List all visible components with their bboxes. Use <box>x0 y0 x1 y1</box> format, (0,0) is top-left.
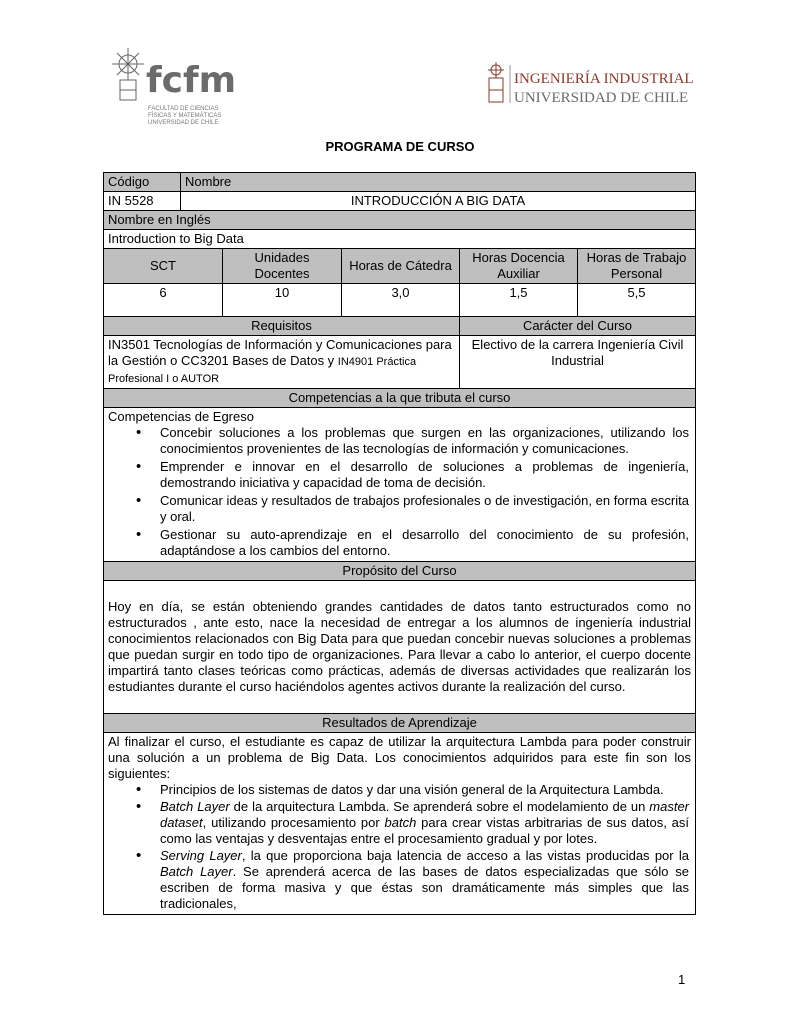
competencias-row <box>104 408 695 562</box>
list-item <box>160 848 691 912</box>
hours-value-cell: 3,0 <box>342 284 460 316</box>
hours-header-row <box>104 249 695 284</box>
course-name: INTRODUCCIÓN A BIG DATA <box>350 193 526 208</box>
competencias-label: Competencias a la que tributa el curso <box>288 390 511 405</box>
requisitos-main: IN3501 Tecnologías de Información y Comunicaciones para la Gestión o CC3201 Bases de Datos y <box>108 337 452 368</box>
hours-value-cell: 10 <box>223 284 342 316</box>
english-name-row <box>104 230 695 249</box>
list-text: , la que proporciona baja latencia de acceso a las vistas producidas por la <box>241 848 689 863</box>
logo-caption-line: UNIVERSIDAD DE CHILE <box>148 120 219 126</box>
competencias-content <box>104 408 695 561</box>
caracter-label: Carácter del Curso <box>522 318 633 333</box>
english-name-header-row <box>104 211 695 230</box>
english-name: Introduction to Big Data <box>108 231 244 246</box>
hours-value-cell: 5,5 <box>627 285 646 300</box>
resultados-row <box>104 733 695 914</box>
list-text: de la arquitectura Lambda. Se aprenderá sobre el modelamiento de un <box>229 799 650 814</box>
hours-header-cell: Unidades Docentes <box>223 249 342 283</box>
resultados-list <box>108 782 691 912</box>
requisitos-label: Requisitos <box>104 317 460 335</box>
code-name-row <box>104 192 695 211</box>
proposito-row <box>104 581 695 714</box>
proposito-label: Propósito del Curso <box>342 563 457 578</box>
logo-caption-line: FÍSICAS Y MATEMÁTICAS <box>148 113 222 119</box>
emphasis: Batch Layer <box>160 799 230 814</box>
hours-header-cell: Horas de Cátedra <box>342 249 460 283</box>
requisitos-small: IN4901 Práctica Profesional I o AUTOR <box>108 356 417 385</box>
course-table <box>103 172 696 915</box>
codigo-label: Código <box>104 173 181 191</box>
university-crest-icon <box>488 62 504 102</box>
list-item: • Concebir soluciones a los problemas que surgen en las organizaciones, utilizando los conocimientos provenientes de las tecnologías de información y comunicaciones. <box>160 425 691 457</box>
fcfm-logo-text: fcfm <box>146 60 235 101</box>
logo-line-1: INGENIERÍA INDUSTRIAL <box>514 71 694 87</box>
list-item <box>160 799 691 847</box>
competencias-header-row <box>104 389 695 408</box>
ingenieria-industrial-logo <box>486 62 696 106</box>
list-text: , utilizando procesamiento por <box>202 815 385 830</box>
emphasis: Batch Layer <box>160 864 233 879</box>
emphasis: batch <box>384 815 417 830</box>
list-item: • Principios de los sistemas de datos y dar una visión general de la Arquitectura Lambda. <box>160 782 691 798</box>
hours-header-cell: SCT <box>104 249 223 283</box>
course-code: IN 5528 <box>104 192 181 210</box>
hours-header-cell: Horas de Trabajo Personal <box>586 250 687 281</box>
emphasis: master dataset <box>160 799 690 830</box>
list-text: . Se aprenderá acerca de las bases de datos especializadas que sólo se escriben de forma masiva y que éstas son dramáticamente más simples que las tradicionales, <box>160 864 690 911</box>
nombre-label: Nombre <box>185 174 232 189</box>
english-name-label: Nombre en Inglés <box>108 212 211 227</box>
hours-value-cell: 1,5 <box>460 284 578 316</box>
fcfm-logo <box>110 46 235 126</box>
resultados-content <box>104 733 695 914</box>
proposito-header-row <box>104 562 695 581</box>
document-title: PROGRAMA DE CURSO <box>325 139 475 154</box>
caracter-text: Electivo de la carrera Ingeniería Civil Industrial <box>471 337 684 368</box>
resultados-intro: Al finalizar el curso, el estudiante es capaz de utilizar la arquitectura Lambda para poder construir una solución a un problema de Big Data. Los conocimientos adquiridos para este fin son los siguientes: <box>108 734 691 781</box>
list-item: • Emprender e innovar en el desarrollo de soluciones a problemas de ingeniería, demostrando iniciativa y capacidad de toma de decisión. <box>160 459 691 491</box>
page-number: 1 <box>678 972 686 987</box>
hours-header-cell: Horas Docencia Auxiliar <box>460 249 578 283</box>
requisitos-header-row <box>104 317 695 336</box>
list-item: • Comunicar ideas y resultados de trabajos profesionales o de investigación, en forma escrita y oral. <box>160 493 691 525</box>
university-seal-icon <box>112 48 144 100</box>
logo-caption-line: FACULTAD DE CIENCIAS <box>148 106 219 112</box>
list-text: para crear vistas arbitrarias de sus datos, así como las ventajas y desventajas entre el procesamiento gradual y por lotes. <box>160 815 689 846</box>
requisitos-row <box>104 336 695 389</box>
competencias-list <box>108 425 691 559</box>
hours-value-cell: 6 <box>104 284 223 316</box>
hours-values-row <box>104 284 695 317</box>
requisitos-text <box>104 336 460 388</box>
list-item: • Gestionar su auto-aprendizaje en el desarrollo del conocimiento de su profesión, adaptándose a los cambios del entorno. <box>160 527 691 559</box>
resultados-label: Resultados de Aprendizaje <box>322 715 477 730</box>
emphasis: Serving Layer <box>160 848 242 863</box>
competencias-intro: Competencias de Egreso <box>108 409 254 424</box>
logo-line-2: UNIVERSIDAD DE CHILE <box>514 90 689 106</box>
resultados-header-row <box>104 714 695 733</box>
code-name-header-row <box>104 173 695 192</box>
proposito-text: Hoy en día, se están obteniendo grandes cantidades de datos tanto estructurados como no estructurados , ante esto, nace la necesidad de entregar a los alumnos de ingeniería industrial conocimientos relacionados con Big Data para que puedan concebir nuevas soluciones a problemas que puedan surgir en todo tipo de organizaciones. Para llevar a cabo lo anterior, el cuerpo docente impartirá tanto clases teóricas como prácticas, además de diversas actividades que realizarán los estudiantes durante el curso haciéndolos agentes activos durante la realización del curso. <box>108 599 691 694</box>
